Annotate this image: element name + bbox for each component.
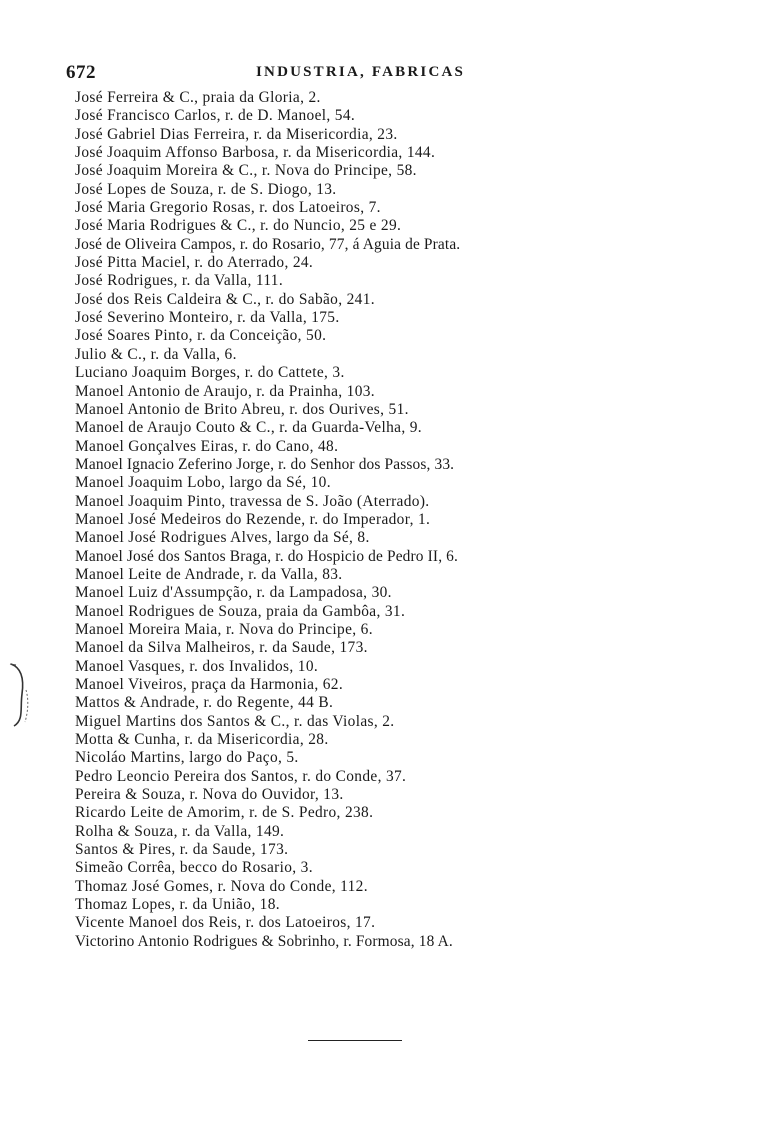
end-rule bbox=[308, 1040, 402, 1041]
directory-entry: Luciano Joaquim Borges, r. do Cattete, 3. bbox=[75, 364, 345, 382]
directory-entry: José Rodrigues, r. da Valla, 111. bbox=[75, 272, 284, 290]
directory-entry: Mattos & Andrade, r. do Regente, 44 B. bbox=[75, 694, 334, 712]
directory-entry: Thomaz Lopes, r. da União, 18. bbox=[75, 896, 280, 914]
directory-entry: José Francisco Carlos, r. de D. Manoel, 54. bbox=[75, 107, 356, 125]
directory-entry: Manoel José Rodrigues Alves, largo da Sé, 8. bbox=[75, 529, 370, 547]
directory-entry: Manoel José Medeiros do Rezende, r. do Imperador, 1. bbox=[75, 510, 431, 528]
directory-entry: Manoel Gonçalves Eiras, r. do Cano, 48. bbox=[75, 437, 339, 455]
directory-entry: Simeão Corrêa, becco do Rosario, 3. bbox=[75, 859, 313, 877]
margin-bracket-mark bbox=[8, 660, 34, 730]
directory-entry: Manoel Luiz d'Assumpção, r. da Lampadosa, 30. bbox=[75, 584, 392, 602]
directory-entry: Manoel Moreira Maia, r. Nova do Principe, 6. bbox=[75, 620, 373, 638]
directory-entry: Manoel Joaquim Lobo, largo da Sé, 10. bbox=[75, 474, 331, 492]
directory-entry: Julio & C., r. da Valla, 6. bbox=[75, 345, 237, 363]
directory-entry: Manoel Antonio de Brito Abreu, r. dos Ourives, 51. bbox=[75, 400, 409, 418]
directory-entry: Manoel Leite de Andrade, r. da Valla, 83. bbox=[75, 565, 343, 583]
directory-entry: Motta & Cunha, r. da Misericordia, 28. bbox=[75, 731, 329, 749]
directory-entry: Miguel Martins dos Santos & C., r. das Violas, 2. bbox=[75, 712, 395, 730]
directory-entry: Ricardo Leite de Amorim, r. de S. Pedro, 238. bbox=[75, 804, 374, 822]
directory-entry-list bbox=[75, 89, 595, 951]
directory-entry: Manoel Vasques, r. dos Invalidos, 10. bbox=[75, 657, 319, 675]
directory-entry: José de Oliveira Campos, r. do Rosario, 77, á Aguia de Prata. bbox=[75, 235, 461, 253]
directory-entry: Vicente Manoel dos Reis, r. dos Latoeiros, 17. bbox=[75, 914, 376, 932]
directory-entry: Nicoláo Martins, largo do Paço, 5. bbox=[75, 749, 299, 767]
directory-entry: José Soares Pinto, r. da Conceição, 50. bbox=[75, 327, 327, 345]
directory-entry: José Maria Gregorio Rosas, r. dos Latoeiros, 7. bbox=[75, 199, 381, 217]
directory-entry: Manoel de Araujo Couto & C., r. da Guarda-Velha, 9. bbox=[75, 419, 422, 437]
directory-entry: José Maria Rodrigues & C., r. do Nuncio, 25 e 29. bbox=[75, 217, 402, 235]
directory-entry: José Severino Monteiro, r. da Valla, 175. bbox=[75, 309, 340, 327]
directory-entry: Manoel José dos Santos Braga, r. do Hospicio de Pedro II, 6. bbox=[75, 547, 459, 565]
directory-entry: Pedro Leoncio Pereira dos Santos, r. do Conde, 37. bbox=[75, 767, 407, 785]
directory-entry: José dos Reis Caldeira & C., r. do Sabão, 241. bbox=[75, 290, 375, 308]
directory-entry: Thomaz José Gomes, r. Nova do Conde, 112. bbox=[75, 877, 368, 895]
directory-entry: Manoel Joaquim Pinto, travessa de S. João (Aterrado). bbox=[75, 492, 430, 510]
directory-entry: Manoel Ignacio Zeferino Jorge, r. do Senhor dos Passos, 33. bbox=[75, 455, 455, 473]
directory-entry: Santos & Pires, r. da Saude, 173. bbox=[75, 841, 289, 859]
page-header bbox=[66, 62, 506, 86]
directory-entry: Manoel Rodrigues de Souza, praia da Gambôa, 31. bbox=[75, 602, 406, 620]
directory-entry: Manoel Viveiros, praça da Harmonia, 62. bbox=[75, 676, 344, 693]
directory-entry: José Gabriel Dias Ferreira, r. da Misericordia, 23. bbox=[75, 125, 398, 143]
directory-entry: Rolha & Souza, r. da Valla, 149. bbox=[75, 822, 285, 840]
page-number: 672 bbox=[66, 62, 96, 83]
directory-entry: José Lopes de Souza, r. de S. Diogo, 13. bbox=[75, 180, 337, 198]
directory-entry: José Joaquim Moreira & C., r. Nova do Principe, 58. bbox=[75, 162, 417, 180]
directory-entry: José Joaquim Affonso Barbosa, r. da Misericordia, 144. bbox=[75, 144, 436, 162]
directory-entry: Victorino Antonio Rodrigues & Sobrinho, r. Formosa, 18 A. bbox=[75, 932, 453, 950]
directory-entry: Pereira & Souza, r. Nova do Ouvidor, 13. bbox=[75, 786, 344, 804]
directory-entry: José Ferreira & C., praia da Gloria, 2. bbox=[75, 89, 321, 106]
directory-entry: José Pitta Maciel, r. do Aterrado, 24. bbox=[75, 254, 314, 272]
directory-entry: Manoel Antonio de Araujo, r. da Prainha, 103. bbox=[75, 382, 376, 400]
running-head: INDUSTRIA, FABRICAS bbox=[256, 64, 466, 80]
directory-entry: Manoel da Silva Malheiros, r. da Saude, 173. bbox=[75, 639, 368, 657]
